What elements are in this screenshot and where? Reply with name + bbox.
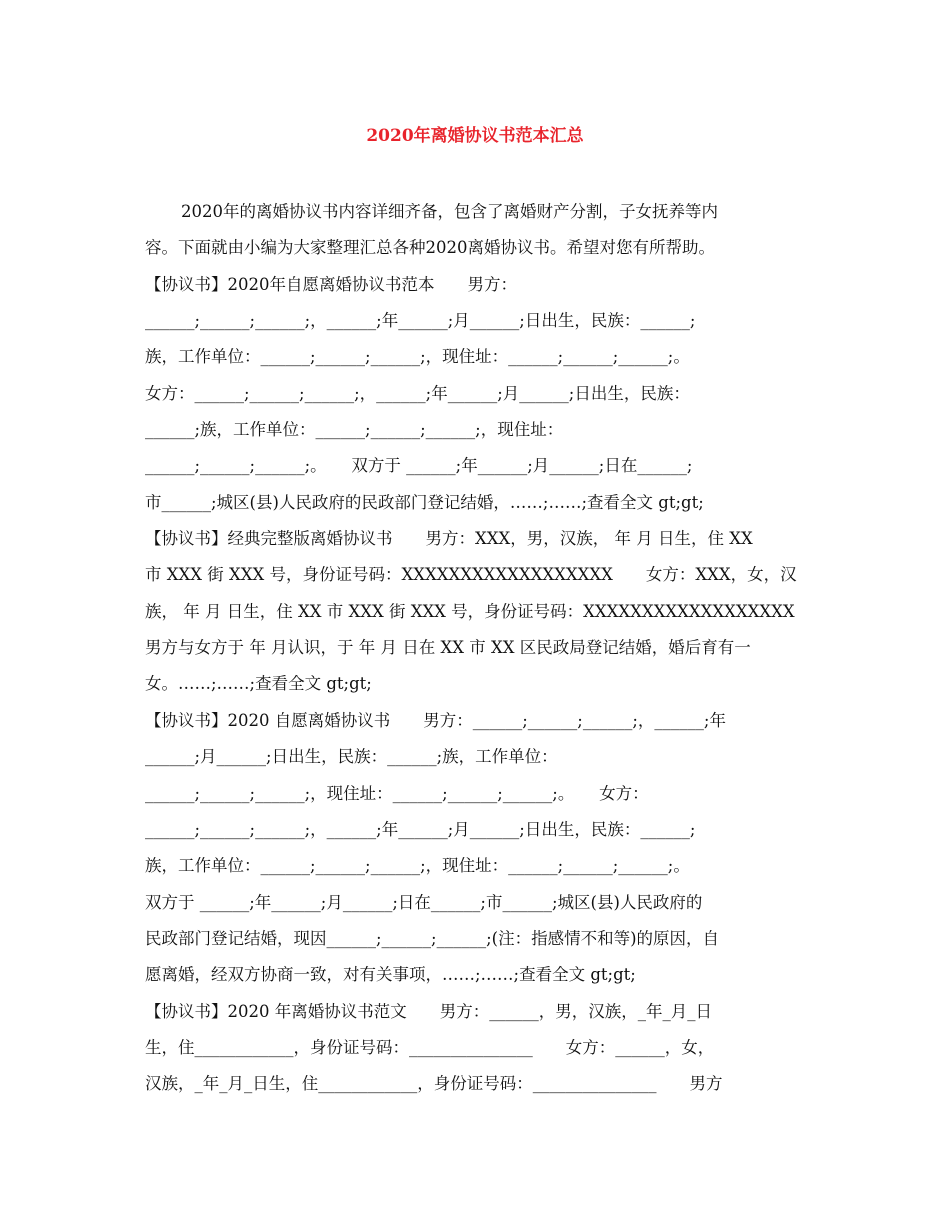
body-line: 2020年的离婚协议书内容详细齐备，包含了离婚财产分割，子女抚养等内 (181, 202, 718, 221)
body-line: 民政部门登记结婚，现因______;______;______;(注：指感情不和等)的原因，自 (145, 928, 720, 948)
body-line: 男方与女方于 年 月认识，于 年 月 日在 XX 市 XX 区民政局登记结婚，婚后育有一 (145, 638, 751, 658)
body-line: 双方于 ______;年______;月______;日在______;市______;城区(县)人民政府的 (145, 892, 703, 912)
body-line: 族，工作单位：______;______;______;，现住址：______;______;______;。 (145, 347, 690, 367)
body-line: 【协议书】经典完整版离婚协议书 男方：XXX，男，汉族， 年 月 日生，住 XX (145, 529, 753, 549)
body-line: 族，工作单位：______;______;______;，现住址：______;______;______;。 (145, 856, 690, 876)
document-title: 2020年离婚协议书范本汇总 (366, 126, 584, 146)
body-line: 容。下面就由小编为大家整理汇总各种2020离婚协议书。希望对您有所帮助。 (145, 238, 715, 258)
body-line: 愿离婚，经双方协商一致，对有关事项，……;……;查看全文 gt;gt; (145, 965, 636, 985)
body-line: 汉族，_年_月_日生，住____________，身份证号码：_______________ 男方 (145, 1074, 723, 1094)
body-line: ______;______;______;，现住址：______;______;______;。 女方： (145, 783, 649, 803)
body-line: 【协议书】2020 年离婚协议书范文 男方：______，男，汉族，_年_月_日 (145, 1001, 712, 1021)
body-line: ______;族，工作单位：______;______;______;，现住址： (145, 420, 564, 440)
body-line: ______;______;______;，______;年______;月______;日出生，民族：______; (145, 311, 696, 331)
body-line: 【协议书】2020年自愿离婚协议书范本 男方： (145, 274, 517, 294)
body-line: 【协议书】2020 自愿离婚协议书 男方：______;______;______;，______;年 (145, 710, 726, 730)
body-line: 生，住____________，身份证号码：_______________ 女方：______，女， (145, 1037, 715, 1057)
body-line: ______;______;______;，______;年______;月______;日出生，民族：______; (145, 819, 696, 839)
body-line: ______;月______;日出生，民族：______;族，工作单位： (145, 747, 558, 767)
document-body (145, 198, 811, 1107)
body-line: 市 XXX 街 XXX 号，身份证号码：XXXXXXXXXXXXXXXXXX 女方：XXX，女，汉 (145, 565, 797, 585)
body-line: ______;______;______;。 双方于 ______;年______;月______;日在______; (145, 456, 693, 476)
body-line: 女方：______;______;______;，______;年______;月______;日出生，民族： (145, 383, 690, 403)
body-line: 女。……;……;查看全文 gt;gt; (145, 674, 372, 694)
body-line: 族， 年 月 日生，住 XX 市 XXX 街 XXX 号，身份证号码：XXXXXXXXXXXXXXXXXX (145, 601, 795, 621)
body-line: 市______;城区(县)人民政府的民政部门登记结婚，……;……;查看全文 gt;gt; (145, 492, 704, 512)
